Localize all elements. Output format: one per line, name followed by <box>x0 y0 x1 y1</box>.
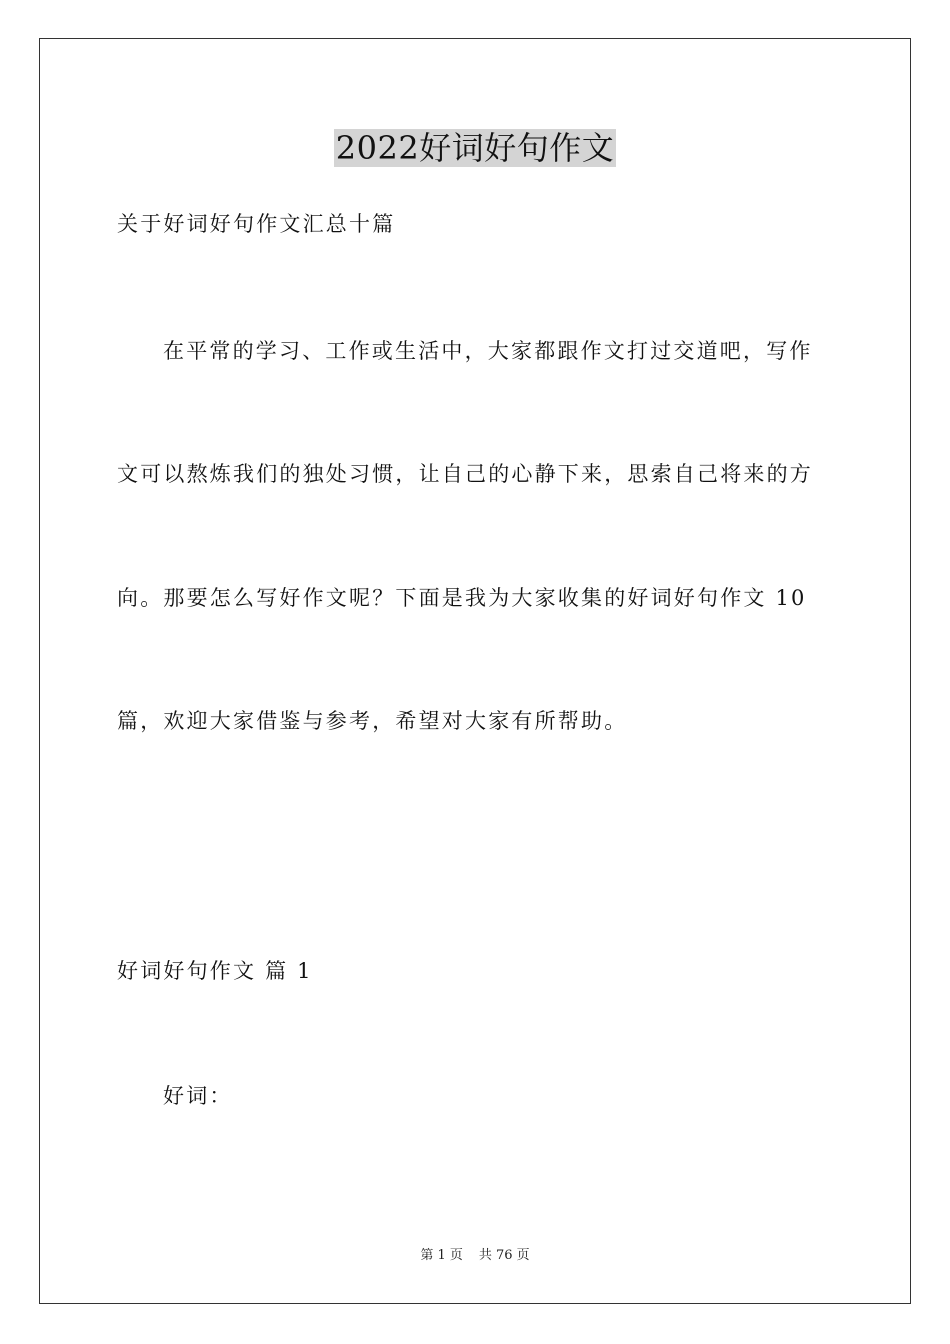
intro-line-2: 文可以熬炼我们的独处习惯，让自己的心静下来，思索自己将来的方 <box>117 462 813 486</box>
page-number-current: 第 1 页 <box>420 1248 463 1263</box>
document-title-wrapper <box>0 126 950 170</box>
intro-line-4: 篇，欢迎大家借鉴与参考，希望对大家有所帮助。 <box>117 709 628 733</box>
section-heading: 好词好句作文 篇 1 <box>117 959 313 983</box>
intro-line-1: 在平常的学习、工作或生活中，大家都跟作文打过交道吧，写作 <box>163 339 813 363</box>
page-number-total: 共 76 页 <box>478 1248 530 1263</box>
page-footer <box>0 1246 950 1266</box>
section-label: 好词： <box>163 1084 233 1108</box>
document-title: 2022好词好句作文 <box>335 129 615 167</box>
intro-line-3: 向。那要怎么写好作文呢？下面是我为大家收集的好词好句作文 10 <box>117 586 807 610</box>
document-subtitle: 关于好词好句作文汇总十篇 <box>117 212 396 236</box>
